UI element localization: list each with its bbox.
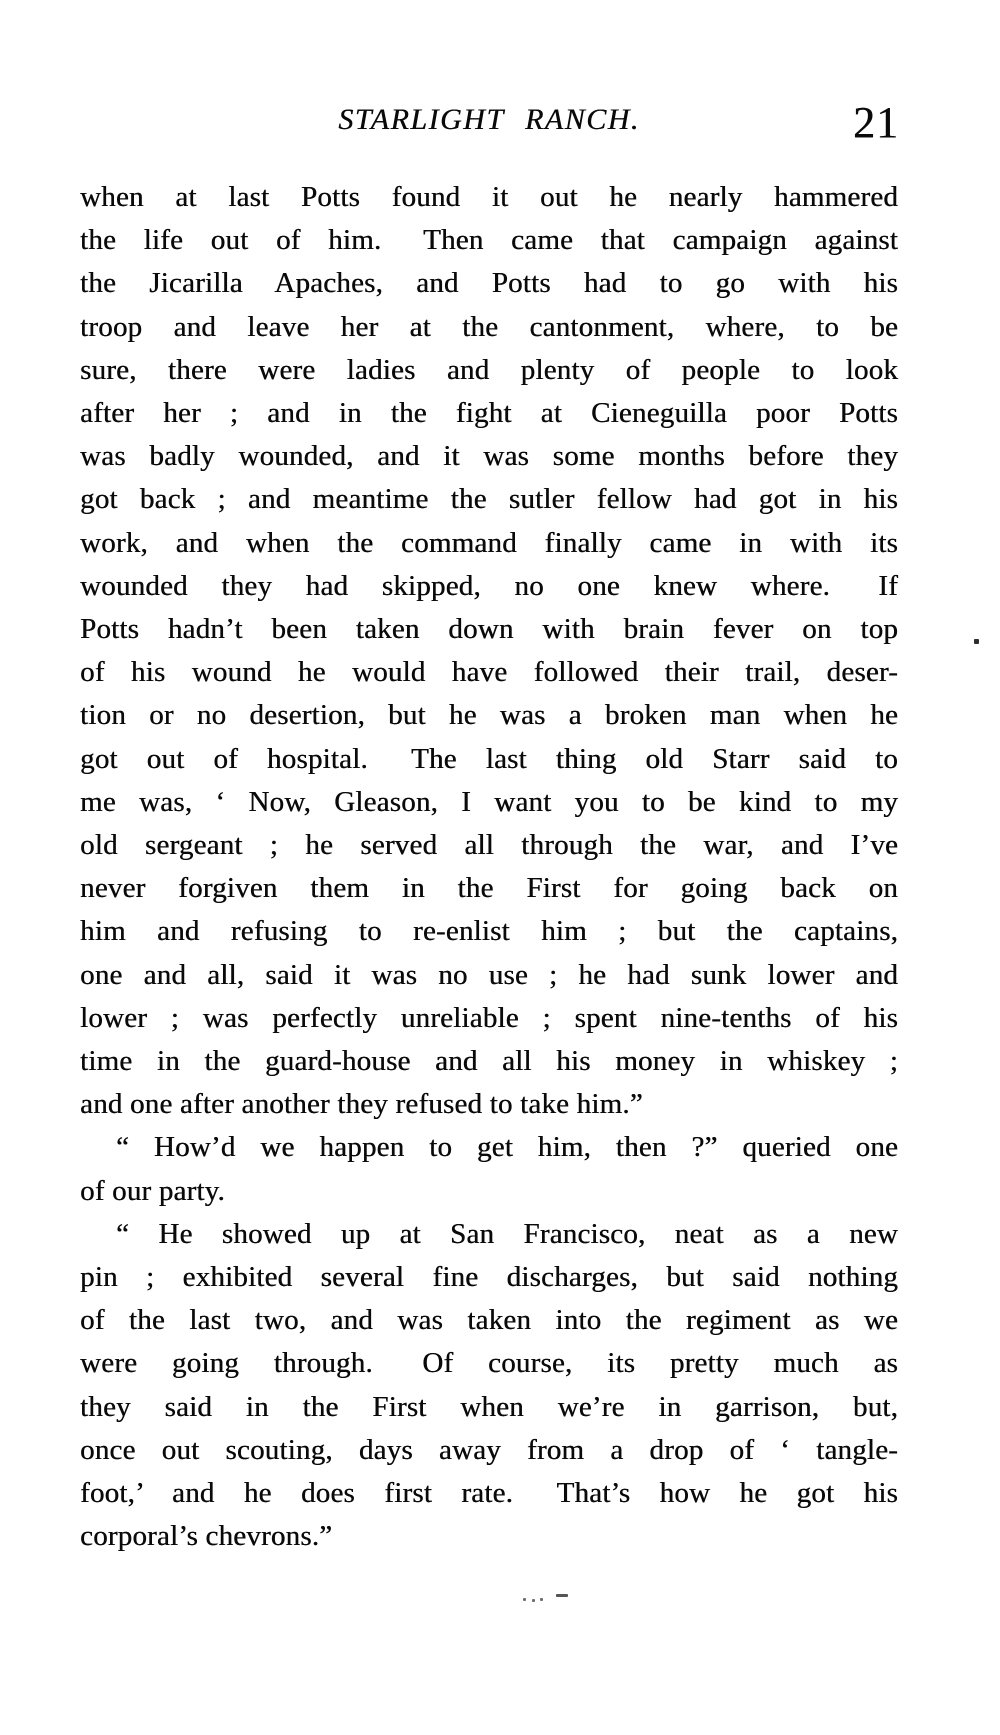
text-line: of our party. — [80, 1174, 225, 1207]
text-line: after her ; and in the fight at Cieneguilla poor Potts — [80, 397, 898, 430]
text-line: Potts hadn’t been taken down with brain fever on top — [80, 613, 898, 646]
page-title: STARLIGHT RANCH. — [338, 103, 640, 136]
text-line: “ How’d we happen to get him, then ?” queried one — [116, 1131, 898, 1164]
text-line: one and all, said it was no use ; he had sunk lower and — [80, 958, 898, 991]
scan-speck — [974, 639, 979, 644]
text-line: troop and leave her at the cantonment, where, to be — [80, 310, 898, 343]
text-line: the Jicarilla Apaches, and Potts had to go with his — [80, 267, 898, 300]
body-text — [80, 176, 898, 1559]
text-line: tion or no desertion, but he was a broken man when he — [80, 699, 898, 732]
text-line: sure, there were ladies and plenty of people to look — [80, 353, 898, 386]
text-line: was badly wounded, and it was some months before they — [80, 440, 898, 473]
text-line: got back ; and meantime the sutler fellow had got in his — [80, 483, 898, 516]
text-line: foot,’ and he does first rate. That’s how he got his — [80, 1477, 898, 1510]
page-number: 21 — [853, 98, 899, 147]
text-line: old sergeant ; he served all through the war, and I’ve — [80, 829, 898, 862]
text-line: of the last two, and was taken into the regiment as we — [80, 1304, 898, 1337]
text-line: never forgiven them in the First for going back on — [80, 872, 898, 905]
text-line: and one after another they refused to take him.” — [80, 1088, 643, 1121]
text-line: me was, ‘ Now, Gleason, I want you to be kind to my — [80, 785, 898, 818]
text-line: work, and when the command finally came in with its — [80, 526, 898, 559]
text-line: time in the guard-house and all his money in whiskey ; — [80, 1045, 898, 1078]
text-line: they said in the First when we’re in garrison, but, — [80, 1390, 898, 1423]
text-line: when at last Potts found it out he nearly hammered — [80, 181, 898, 213]
text-line: pin ; exhibited several fine discharges, but said nothing — [80, 1261, 898, 1294]
text-line: were going through. Of course, its pretty much as — [80, 1347, 898, 1380]
text-line: lower ; was perfectly unreliable ; spent nine-tenths of his — [80, 1001, 898, 1034]
scan-smudge — [523, 1594, 571, 1602]
text-line: once out scouting, days away from a drop of ‘ tangle- — [80, 1433, 898, 1466]
text-line: wounded they had skipped, no one knew where. If — [80, 569, 898, 602]
text-line: of his wound he would have followed their trail, deser- — [80, 656, 898, 689]
running-header — [80, 103, 898, 137]
text-line: corporal’s chevrons.” — [80, 1520, 333, 1553]
text-line: got out of hospital. The last thing old Starr said to — [80, 742, 898, 775]
text-line: him and refusing to re-enlist him ; but the captains, — [80, 915, 898, 948]
text-line: “ He showed up at San Francisco, neat as a new — [116, 1217, 898, 1250]
text-line: the life out of him. Then came that campaign against — [80, 224, 898, 257]
